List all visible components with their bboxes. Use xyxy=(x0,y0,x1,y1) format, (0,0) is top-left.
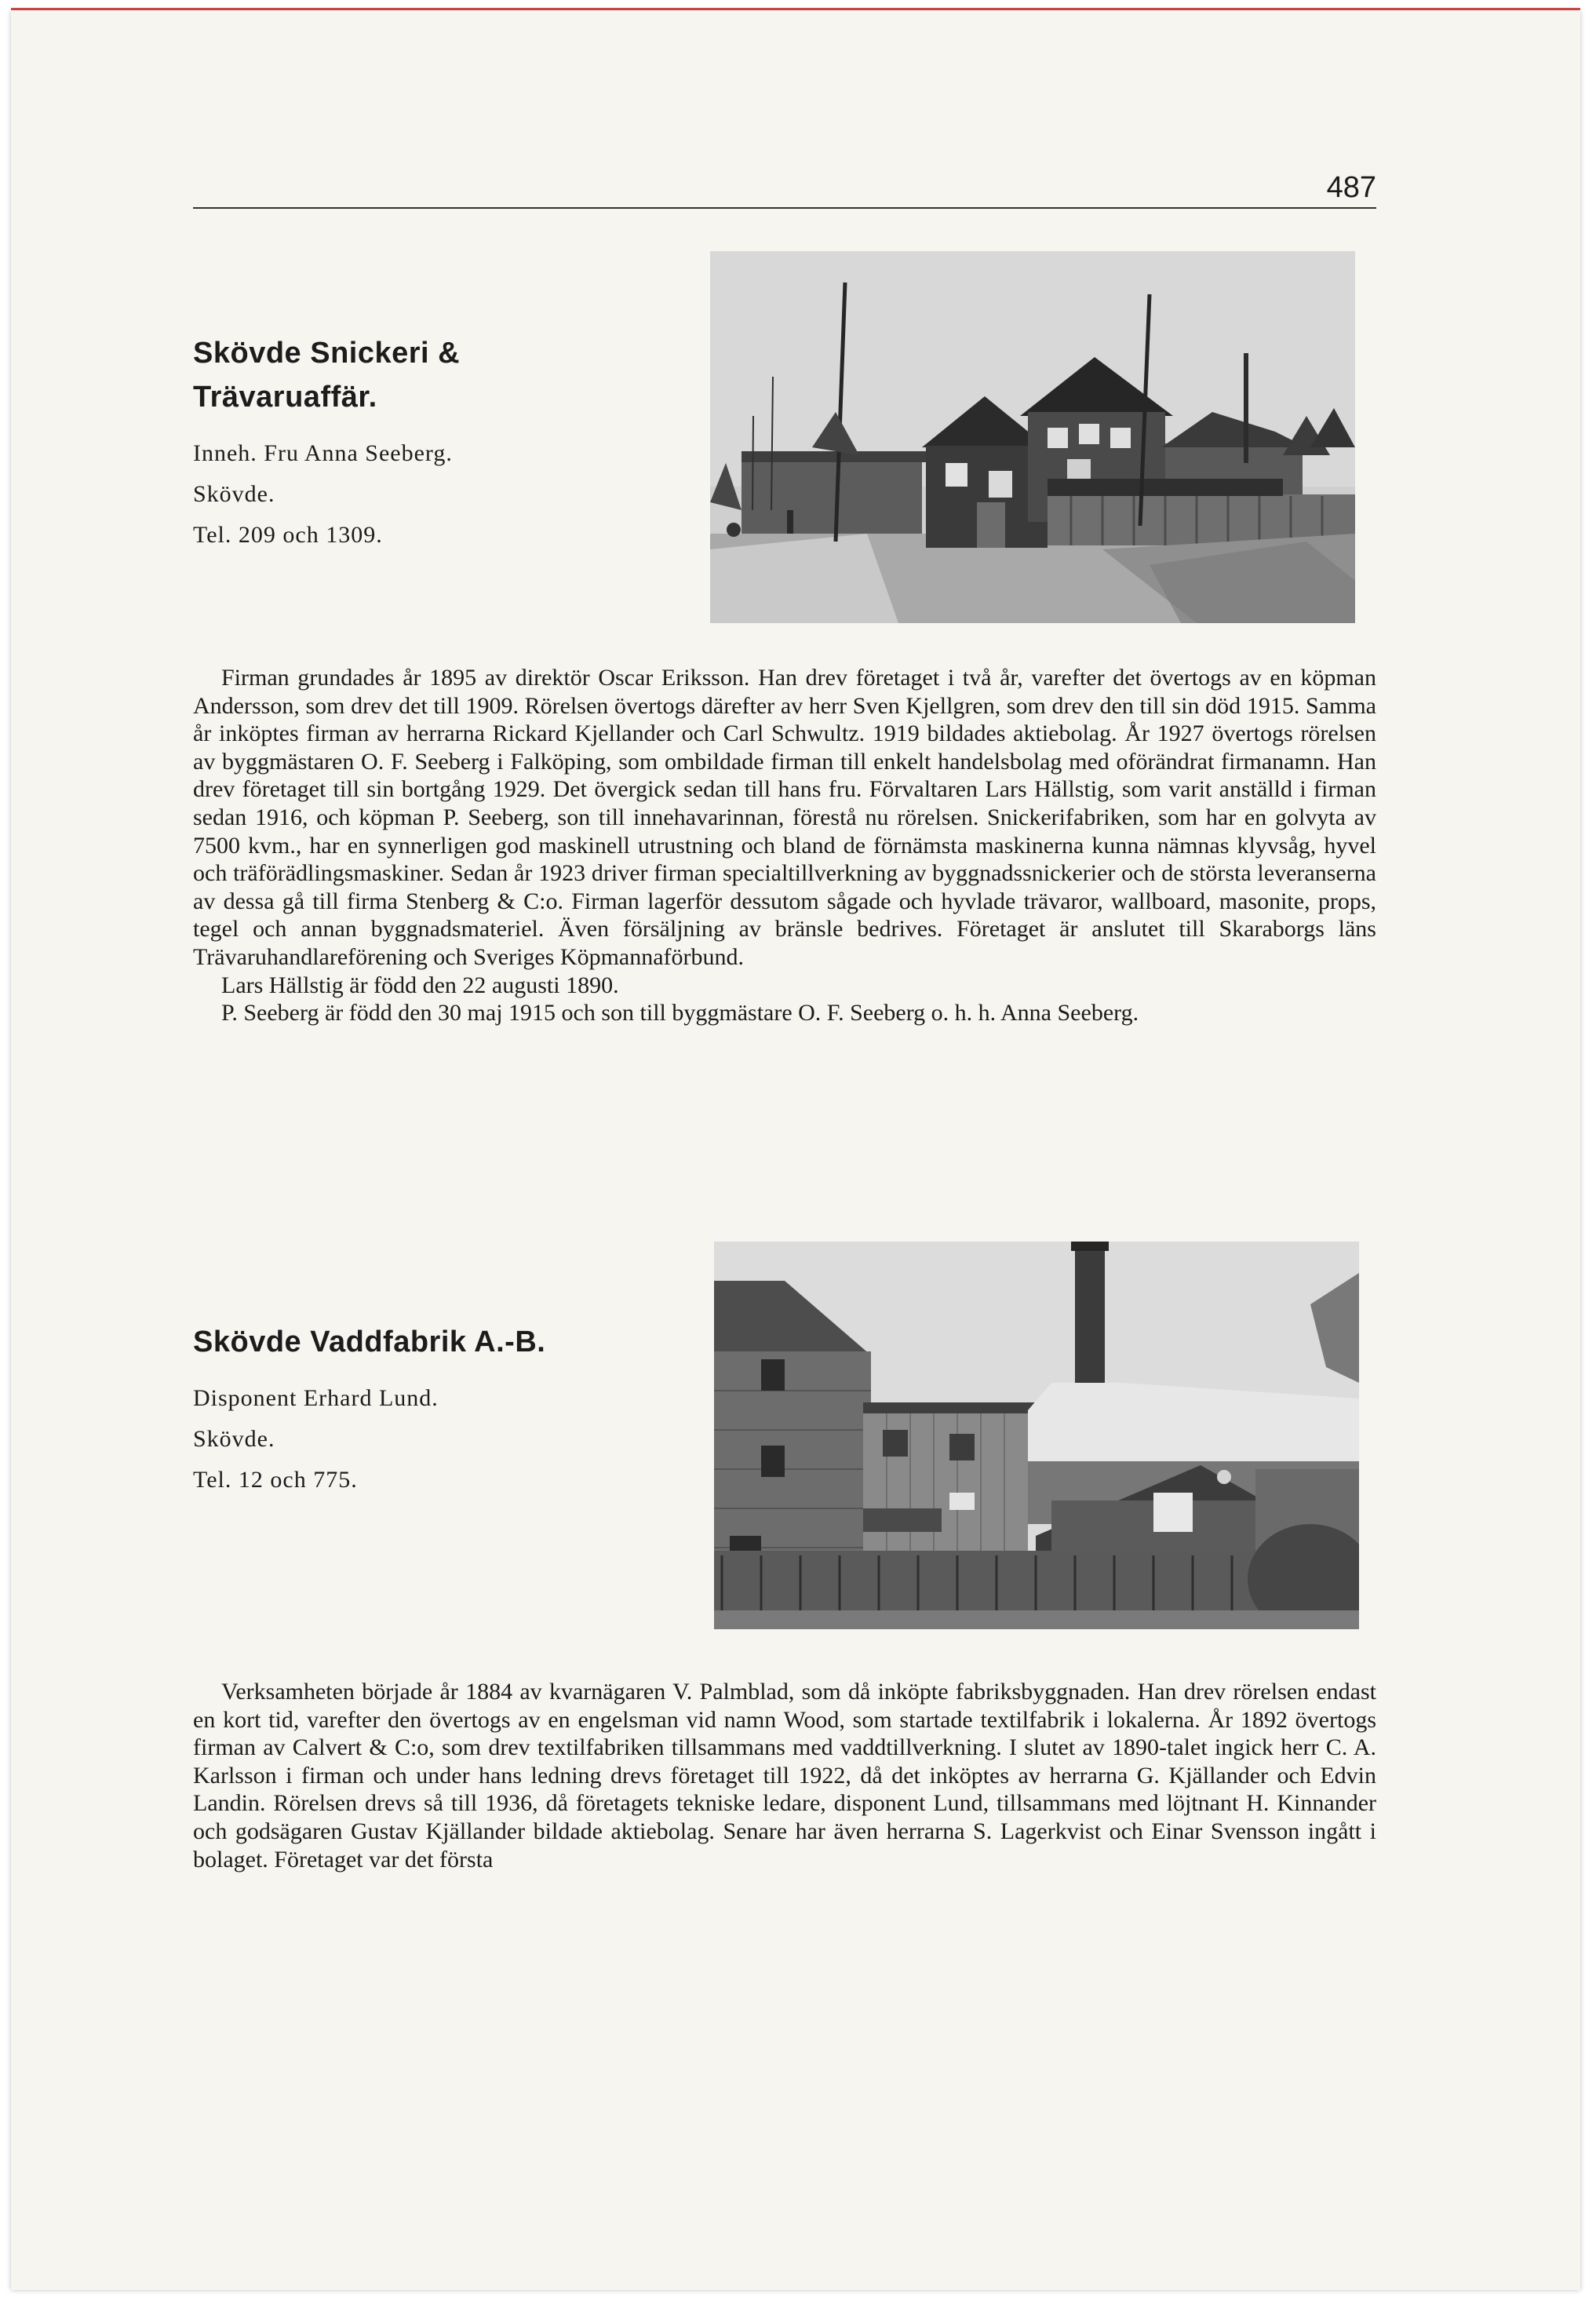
company-name: Skövde Vaddfabrik A.-B. xyxy=(193,1326,546,1358)
photo-vaddfabrik-factory xyxy=(714,1242,1359,1629)
header-rule xyxy=(193,207,1376,209)
company-info-snickeri xyxy=(193,331,460,556)
paragraph: Firman grundades år 1895 av direktör Oscar Eriksson. Han drev företaget i två år, varefter det övertogs av en köpman Andersson, som drev det till 1909. Rörelsen övertogs därefter av herr Sven Kjellgren, som drev den till sin död 1915. Samma år inköptes firman av herrarna Rickard Kjellander och Carl Schwultz. 1919 bildades aktiebolag. År 1927 övertogs rörelsen av byggmästaren O. F. Seeberg i Falköping, som ombildade firman till enkelt handelsbolag med oförändrat firmanamn. Han drev företaget till sin bortgång 1929. Det övergick sedan till hans fru. Förvaltaren Lars Hällstig, som varit anställd i firman sedan 1916, och köpman P. Seeberg, son till innehavarinnan, förestå nu rörelsen. Snickerifabriken, som har en golvyta av 7500 kvm., har en synnerligen god maskinell utrustning och bland de förnämsta maskinerna kunna nämnas klyvsåg, hyvel och träförädlingsmaskiner. Sedan år 1923 driver firman specialtillverkning av byggnadssnickerier och de största leveranserna av dessa gå till firma Stenberg & C:o. Firman lagerför dessutom sågade och hyvlade trävaror, wallboard, masonite, props, tegel och annan byggnadsmateriel. Även försäljning av bränsle bedrives. Företaget är anslutet till Skaraborgs läns Trävaruhandlareförening och Sveriges Köpmannaförbund. xyxy=(193,665,1376,970)
phone-line: Tel. 209 och 1309. xyxy=(193,522,383,548)
owner-line: Inneh. Fru Anna Seeberg. xyxy=(193,440,453,466)
city-line: Skövde. xyxy=(193,481,275,507)
company-name-line-1: Skövde Snickeri & xyxy=(193,337,461,370)
photo-snickeri-building xyxy=(710,251,1355,623)
article-text-vaddfabrik xyxy=(193,1678,1376,1873)
phone-line: Tel. 12 och 775. xyxy=(193,1467,358,1493)
manager-line: Disponent Erhard Lund. xyxy=(193,1385,439,1411)
page-edge-line xyxy=(11,8,1580,10)
company-info-vaddfabrik xyxy=(193,1320,545,1501)
paragraph: P. Seeberg är född den 30 maj 1915 och son till byggmästare O. F. Seeberg o. h. h. Anna Seeberg. xyxy=(221,1000,1139,1027)
company-name-line-2: Trävaruaffär. xyxy=(193,381,377,414)
paragraph: Verksamheten började år 1884 av kvarnägaren V. Palmblad, som då inköpte fabriksbyggnaden. Han drev rörelsen endast en kort tid, varefter den övertogs av en engelsman vid namn Wood, som startade textilfabrik i lokalerna. År 1892 övertogs firman av Calvert & C:o, som drev textilfabriken tillsammans med vaddtillverkning. I slutet av 1890-talet ingick herr C. A. Karlsson i firman och under hans ledning drevs företaget till 1922, då det inköptes av herrarna G. Kjällander och Edvin Landin. Rörelsen drevs så till 1936, då företagets tekniske ledare, disponent Lund, tillsammans med löjtnant H. Kinnander och godsägaren Gustav Kjällander bildade aktiebolag. Senare har även herrarna S. Lagerkvist och Einar Svensson ingått i bolaget. Företaget var det första xyxy=(193,1679,1376,1873)
company-name xyxy=(193,331,460,419)
page-number: 487 xyxy=(1326,171,1376,204)
city-line: Skövde. xyxy=(193,1426,275,1452)
document-page xyxy=(11,11,1580,2290)
paragraph: Lars Hällstig är född den 22 augusti 1890. xyxy=(221,972,619,998)
article-text-snickeri xyxy=(193,664,1376,1027)
